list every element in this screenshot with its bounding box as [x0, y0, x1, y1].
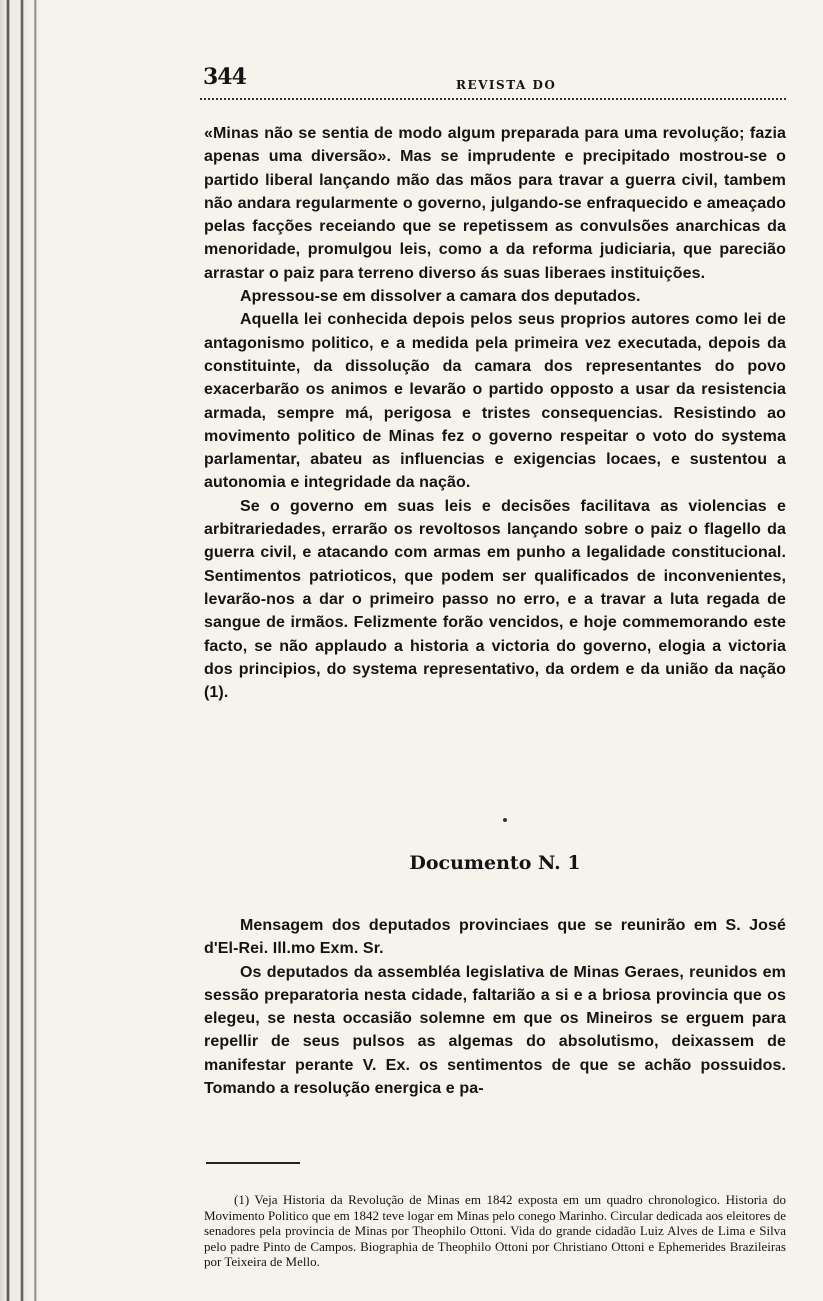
- paragraph: Apressou-se em dissolver a camara dos deputados.: [240, 288, 641, 306]
- footnote: (1) Veja Historia da Revolução de Minas em 1842 exposta em um quadro chronologico. Historia do Movimento Politico que em 1842 teve logar em Minas pelo conego Marinho. Circular dedicada aos eleitores de senadores pela provincia de Minas por Theophilo Ottoni. Vida do grande cidadão Luiz Alves de Lima e Silva pelo padre Pinto de Campos. Biographia de Theophilo Ottoni por Christiano Ottoni e Ephemerides Brazileiras por Teixeira de Mello.: [204, 1192, 786, 1269]
- page-number: 344: [203, 64, 246, 90]
- page-header: [200, 62, 785, 96]
- header-rule: [200, 98, 786, 100]
- paragraph: Os deputados da assembléa legislativa de Minas Geraes, reunidos em sessão preparatoria nesta cidade, faltarião a si e a briosa provincia que os elegeu, se nesta occasião solemne em que os Mineiros se erguem para repellir de seus pulsos as algemas do absolutismo, deixassem de manifestar perante V. Ex. os sentimentos de que se achão possuidos. Tomando a resolução energica e pa-: [204, 963, 786, 1098]
- footnote-rule: [206, 1162, 300, 1164]
- document-text: [204, 914, 786, 1100]
- paragraph: Se o governo em suas leis e decisões facilitava as violencias e arbitrariedades, errarão os revoltosos lançando sobre o paiz o flagello da guerra civil, e atacando com armas em punho a legalidade constitucional. Sentimentos patrioticos, que podem ser qualificados de inconvenientes, levarão-nos a dar o primeiro passo no erro, e a travar a luta regada de sangue de irmãos. Felizmente forão vencidos, e hoje commemorando este facto, se não applaudo a historia a victoria do governo, elogia a victoria dos principios, do systema representativo, da ordem e da união da nação (1).: [204, 497, 786, 702]
- main-text: [204, 122, 786, 704]
- book-binding-edge: [0, 0, 40, 1301]
- paragraph: «Minas não se sentia de modo algum preparada para uma revolução; fazia apenas uma diversão». Mas se imprudente e precipitado mostrou-se o partido liberal lançando mão das mãos para travar a guerra civil, tambem não andara regularmente o governo, julgando-se enfraquecido e ameaçado pelas facções receiando que se repetissem as convulsões anarchicas da menoridade, promulgou leis, como a da reforma judiciaria, que parecião arrastar o paiz para terreno diverso ás suas liberaes instituições.: [204, 125, 786, 282]
- paragraph: Mensagem dos deputados provinciaes que se reunirão em S. José d'El-Rei. Ill.mo Exm. Sr.: [204, 917, 786, 958]
- running-title: REVISTA DO: [456, 78, 557, 92]
- section-heading: Documento N. 1: [409, 852, 581, 874]
- paragraph: Aquella lei conhecida depois pelos seus proprios autores como lei de antagonismo politico, e a medida pela primeira vez executada, depois da constituinte, da dissolução da camara dos representantes do povo exacerbarão os animos e levarão o partido opposto a usar da resistencia armada, sempre má, perigosa e tristes consequencias. Resistindo ao movimento politico de Minas fez o governo respeitar o voto do systema parlamentar, abateu as influencias e exigencias locaes, e sustentou a autonomia e integridade da nação.: [204, 311, 786, 492]
- stray-mark: [503, 818, 507, 822]
